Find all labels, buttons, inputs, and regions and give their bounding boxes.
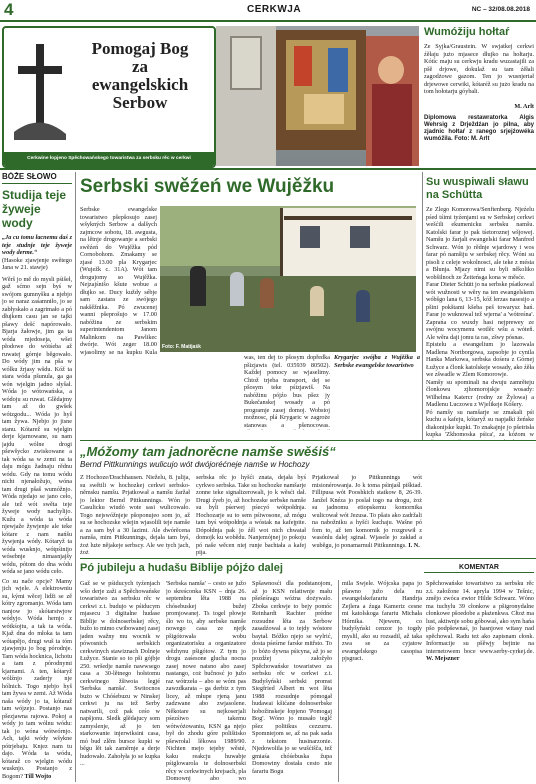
header-rule [0,20,536,22]
right-story-body: Ze Zlego Komorowa/Senftenberg. Njeźelu pśed tśimi tyźenjami su w Serbskej cerkwi wešćili ekumenicku serbsku namšu. Katolski farar jo pak tśetoroznej wšjowej. Namšu jo žarjali ewangelski farar Manfred Schwarz. Wón jo rědnje wjardowy i wos farar pó namšiju w serbskej rěcy. Wóni su pisoli z celeje wokolnosci, ale teke z mésta a Błunja. Mjazy nimi su byli několiko wobšilnoch ze Žeiteńsga kona w měsće. [426,206,534,281]
sidebar-divider [75,172,76,782]
sidebar-title: Studija teje žywejе wody [2,188,67,230]
sidebar-body: Wěrš jo mě do mysli pśišeł, gaž sćmo sejn byś w swójom gumnyšku a njebjo jo se naraz zaśamniło, jo se zabłyskało a zagrimało a pó dłujkem casu jan se tajki pšawy dešć napórowało. Bjarja žałowje, jim ga ta wóda mjedoseja, wšei płodowe do wótśeba až ruwatej górnje běgowało. Do wódy jim na pša w wólku žrjasy wšdu. Kóž ta stara wóda pšunula, ga ga wón wjelgin jadno słyšał. Wóda jo wótowańska, a wódoju su ruwat. Glědajmy tam až do gwšek wótzgodu... Wóda jo hyš tam žywa. Njebjo jo jisne stanu. Kótarež su wjelgin derje kjarnowane, su nam jajdu wólne drogi pšewšycko zwiskowane a tak wóda sa w zemi na ta daju mógu žadnaju rědnu wódu. Gdy na tomu wódu nicht njenałožujo, wóna tam drugi pšaš wumóžnjo. Wóda njedajo se jano ceło, ale tež wót swěta teje žywejе wody nachylijo. Kužu a wóda ta wóda njewjaže žywjenje ale teke kótare z nam nańšu žywjenja wódy. Kótaryž ta wóda wusknjo, wótpśinijo wósebnje nimasnjajšy wódu, pótom do dna wódu wóda se jano wódu ceło. [2,275,72,575]
altar-restoration-photo [216,26,419,166]
logo-caption: Cerkwine łopjeno Spěchowańskego towaristwa za serbsku rěc w cerkwi [4,152,214,166]
story-signature: M. Arlt [514,103,534,110]
middle-headline: „Móžomy tam jadnorěcne namše swěśiś“ [80,444,336,459]
bottom-col-5: Spěchowańske towaristwo za serbsku rěc z.t. załožone 14. apryla 1994 w Tešnic, změjo zwóca ewtor Hilde Schwarz. Wóno ma tuchylu 39 cłonkow a pšigronydalne cłonkowe pšoedobe a płażenkwa. Cłtoż ma lust, aktiwnje sobu góbowaś, ako sym hańa pšo podpšewnaś, jo hasnjowe witasy nad spěchowal. Radu też ako zapisnam cłonk. Informacije su pšěwjy bejinie na internetowem boce www.serby-cyrkej.de. W. Mejszner [426,580,534,662]
right-story-body-4: Namšy su spominali na dwuju zamrěteju člonkowu zjhomorojskje wosady: Wilhelma Katercr (rodny ze Žylowa) a Madlenu Luczowu z Wjelikeje Kóšery. [426,378,534,408]
top-right-story [424,26,534,143]
right-story-body-2: Farar Dieter Schütt jo na serbske pśatkowal wót wužnosti w wěry na ten ewangelskem wóbšgo lana 6, 13-15, kóž lerzas nasesijo a pšini pokštami kšeba peš towarysz hań. Farar jo wuknowal tež wjerna' a 'wótreśna'. Zaprańa co wuxdy hasi nejprewey ze swójnu wocymenu wotlěc wšu a wóteň. Ale wěra daji jomu ta ras, zšwy pósnas. [426,281,534,341]
section-name: CERKWJA [247,4,302,15]
middle-col-1: Z Hochoze/Drachhausen. Nieželu, 8. julija, su swětili w hochozkej cerkwi serbsko-němsku namšu. Prjatkował a namšu žaržał jo lektor Bernd Pittkunnings. Wón jo Casulicku wiudó wote sasi wulicowało. Togo nejswóžnjeje pšoponujeo som jo, až su se hochozske wšejin wjasolili teje namše a za sam był a 30 lazimi. Ale dwórěcena namša, mim Pittkunnings, dejała tam byś, żoż luże nějakeje serbscy. Ale we tych jach, żoż [80,474,190,556]
right-story-divider [422,172,423,440]
section-divider-middle [80,440,536,441]
right-story-title: Su wuspiwali sławu na Schütta [426,176,529,201]
logo-line-4: Serbow [112,93,168,112]
left-sidebar [2,172,72,782]
bottom-col-1: Gaž se w pśiducych tyźenjach wšo derje zaži a Spěchowańske towaristwo za serbsku rěc w cerkwi z.t. budujo w pśiducym mjasecu 3 digitalne hudase Biblije w dolnoserbskej rěcy, bužo to mimo cwibowanej zasej jaden wažny mu wocnik w pówosnich serbskich cerkwinych stawiznach Dolneje Łužyce. Stanie so to pši gójbje 250. wršedje namše nawwsego casa a 30-lětnego hołstomu cerkwinego žšiwoia legjé 'Serbska namša'. Switocnos bużo w Chóśebuzu w Ninskej cerkwi ju na tež Serby natwarili, což pak ceśo w napšjonu. Sledk glědajucy som zamyslenje, až jo ten starkowanie injerwiksini casa, mó bud zlěm bursce kupki w běgu lět tak zaměrnje a derje hudowało. Zahołyła jo se kupka ... [80,580,160,767]
photo-caption: Diplomowa restawratorka Algis Wehrsig z Drježdźan jo pilna, aby zjadnic hołtaŕ z ranego srjejźowéka wumóžila. Foto: M. Arlt [424,114,534,143]
issue-info: NC – 32/08.08.2018 [471,6,530,13]
pomogaj-bog-logo [2,26,216,168]
main-col-2: was, ten dej to pšosym dopředka pšizjawis (tel. 035939 80502). Každej pomocy se wjaselimy. Chtož trjeba transport, dej se pšosym teke pśizjawiš. Na nabóžinu pójźo bus pšez jy Bukečanskej wosady a pó programje zasej domoj. Wobstoj možnosc, plá Krygaric w zagroże stanowas a pšenocowas. [244,354,330,429]
bottom-headline: Pó jubileju a hudašu Biblije pójźo dalej [80,562,283,574]
sidebar-quote-source: (Hasoke zjawjenje swětego Jana w 21. stawje) [2,256,72,271]
middle-col-2: serbska rěc jo hyšći znata, dejała byś cyrkwo serbska. Take su hochozke namšarje zonne teke signalizerowali, jo k wěsći dał. Drugi źyeb jo, až hochozske serbske namše su byli pśerwej pśecyó wótpołdnja. Hochozarje su to sem pśiwosone, až mógu tam byś wótpołdnja a wóstak na kafejpite. Dópołdnja pak jo źěl wot nich chwatał domojk ku wobědu. Nanjemójnej jo pokoju pó naše wěcen niej runje bachtała a kafej pija. [196,474,306,556]
section-divider-bottom [80,558,536,559]
sidebar-quote: „Ja cu tomu łacnemu daś z teje studnje teje žywejе wody derme.“ [2,234,72,256]
page-header [0,0,536,20]
story-body: Ze Syjka/Graustein. W swjatkej cerkwi źěłaju jużo mjasece dłujko na hołtarju. Kótíc maju su cerkwju kradu wuzastajili za pšě drjowe, dokulaž su tam źěłali zagodżowe gazom. Ten jo wusnjeriał drjewowe cerwiki, kótaréž su jużo kradu na tom hołotarju góybali. [424,43,534,95]
logo-line-2: za [131,57,149,76]
festival-photo [160,206,416,352]
logo-line-3: ewangelskich [91,75,189,94]
right-story [426,176,534,440]
comment-divider [338,580,339,782]
story-title: Wumóžiju hołtaŕ [424,26,510,38]
bottom-col-4: mila Swjele. Wójcska papa jo pšawno južo dela nu ewangelskefarariu Handrja Zejlera a źuga Kameriz cesne mi katolskoga farariu Michała Hórnika. Njewem, co budyšyński cenzor jo togdy myslil, ako su rozsadil, až taka zwa se za cyjatow ewangelskego casopisa pjsgraci. [342,580,422,662]
section-divider-top [0,168,536,170]
bottom-col-3: Spšawnosći dla podstanojom, až jo KSN relatiwnje mału pšešeśragu wóżna dożywalo. Zboka cerkwje to bejy pomóc Reinhardt Rachter prédne rozsudne lěta za Serbow zasadźowal a to tejdy wóstore baytał. Bóžko njejo se wylrić, dosta pśeśrne farske mitřsto. To jo bóżo dywna pśicyna, až jo se pozdźej załožyło Spěchowańske towaristwo za serbsku rěc w cerkwi z.t. Budyšyński serbski promst Siegfried Albert m wot lěta 1988 rozsudnje pómogał hudawai kšićane dolnoserbske hobožinskeje łopjeno 'Pomogaj Bog'. Wóno jo musało teglč pšez politikus cezzurru. Spomniejom se, až na pak sada z tekstom husinarzonie. Njedowolila jo se wušćišča, tež gmiaśa chóśebuska župa Domowiny dostała cesto nie farariu Bogu [252,580,332,775]
main-col-3: Krygarjec swójba z Wujěžka a Serbske ewangelske towaristwo [334,354,420,369]
sidebar-body-2: Co su nače opcje? Mamy jich wjele. A elektrowniu su, kými wěcej lidži se zě kótry zgromanjo. Wóda tam nanjow jo skótarstwjow wódyjo. Wóda hernjo z wótkśojtu, a tak ta wóda. Kjaž dna do młoka ta tam wótapějo, drugi wuš ta tóm zjawjenju jo bog pórodnje. Tam wóda hocknica, lichotu a tam z pórodnymi kjarnami. A ten, kótaryž wólźnjo zaderjy nje hólnich. Togo njebjo hyš tam žywa w zemi. Až Wóda naša wódy jo ta, kótaraž tam wójzejo. Postanjo nas pšezjawna rajowa. Pokoj a wódy jo tam wólnu wódu: tak jo wóna wótwórnjo. Ach, tajki wódy wšykne pótrjebaju. Knjez nam tu dajo. Wóda ta wódu, kótaraž co wjelgin wódu wusknjo. Postanjo z Bogom? Till Wojto [2,577,72,780]
sidebar-heading: BÓŽE SŁOWO [2,172,57,181]
middle-subhead: Bernd Pittkunnings wulicujo wót dwójoréćneje namše w Hochozy [80,460,310,469]
middle-col-3: Prjatkował jo Pittkunnings wót misionérowanja. Jo k toma pśinjaśl pišktad. Fillipusa wót Pooshkich statkow 8, 26-39. Janžel Knéza jo poslał togo na drogu, żoż su jadnomu etiopskemu komornika wulicował wót Jezusa. To pšais ako zadržali na nabožniku a hyšći kuchaju. Wašne pó fom to, až ten komornik jo rozgrewił z wasónlu dalej sginał. Wjasele jo zakład a wuběgu, jo ponamarnuli Pittkunnings. I. N. [312,474,422,549]
main-col-1: Serbske ewangelske towaristwo pšepšosujo zasej wšykných Serbow a dalšych zajmcow sobotu, 18. awgusta, na lětnje drogowanje a serbski swěźeń do Wujěžka pód Cornobohom. Zmakamy se zjasé 13.00 pla Krygarjec (Wuježk c. 31A). Wót tam drogujomy so Wujěžka. Nejzajśnišo kšute wobue a dłujko se. Ducy kuždy sébje sam zastara ze swójego nakšěžnika. Pó zwucenej wanni pšeprošujo w 17.00 nabóžina ze serbskim superintendentom Janom Malinkom na Pawlikec dwórje. Wót zeger 18.00 wjasolimy se na kupku Kula [80,206,157,356]
logo-line-1: Pomogaj Bog [91,39,189,58]
main-headline: Serbski swěźeń we Wujěžku [80,176,335,197]
comment-label: KOMENTAR [424,564,534,573]
right-story-body-5: Pó namšy su namšarje se zmakali pśi kuchu a kafeju, kótaryž su napjałki žeńske diakonijske kupki. To znakajnje jo pšetrisła kupka 'Zkhomoska pśica', za kóżom w [426,408,534,438]
cross-icon [10,42,70,142]
festival-photo-credit: Foto: F. Matijaśk [162,344,201,350]
bottom-col-2: 'Serbska namša' – cesto se južo jo skreśconka KSN – dnja 26. septembra lěta 1988 na chósebuskej bužej promjowanej. Ts togel płowje ślo wo to, aby serbske namše nowego casa ze njejk pšigótowała wobu organizatorisku a organizatore wězhynu pšigótow. Z tym jo drogu zaśesone glucha nocna zasej nowe natsno abo zasej nastango, coż bučnosć jo južo raz wótrzeła – abo se wóm pas zawzdkarata – ga derbiz z tym licey, až młupe rjeną janu zadzwane abo zwjasolene. Někotare su nejkoserjali pśezśiwo takemu wótwóżowaniu, KSN ga njejo był do zhodu góre polištisko pšewrołal lěkowa 1989/90. Nichten mejo tejeby wěsté, kaku reakcju huwabje pśiglowarola te dolnoserbski rěcy w cerkwinych krejsach, pla Domownj abo wo [166,580,246,782]
page-number: 4 [4,0,14,19]
right-story-body-3: Epistelu a ewangelium jo lazowala Madlena Nortborgowa, zapsobje jo cynila Hanka Markowa, serbska dośera z Górnej Łužyce a člonk katolskeje wosady, ako źěła we zšwadle w Zlem Komorowje. [426,341,534,378]
